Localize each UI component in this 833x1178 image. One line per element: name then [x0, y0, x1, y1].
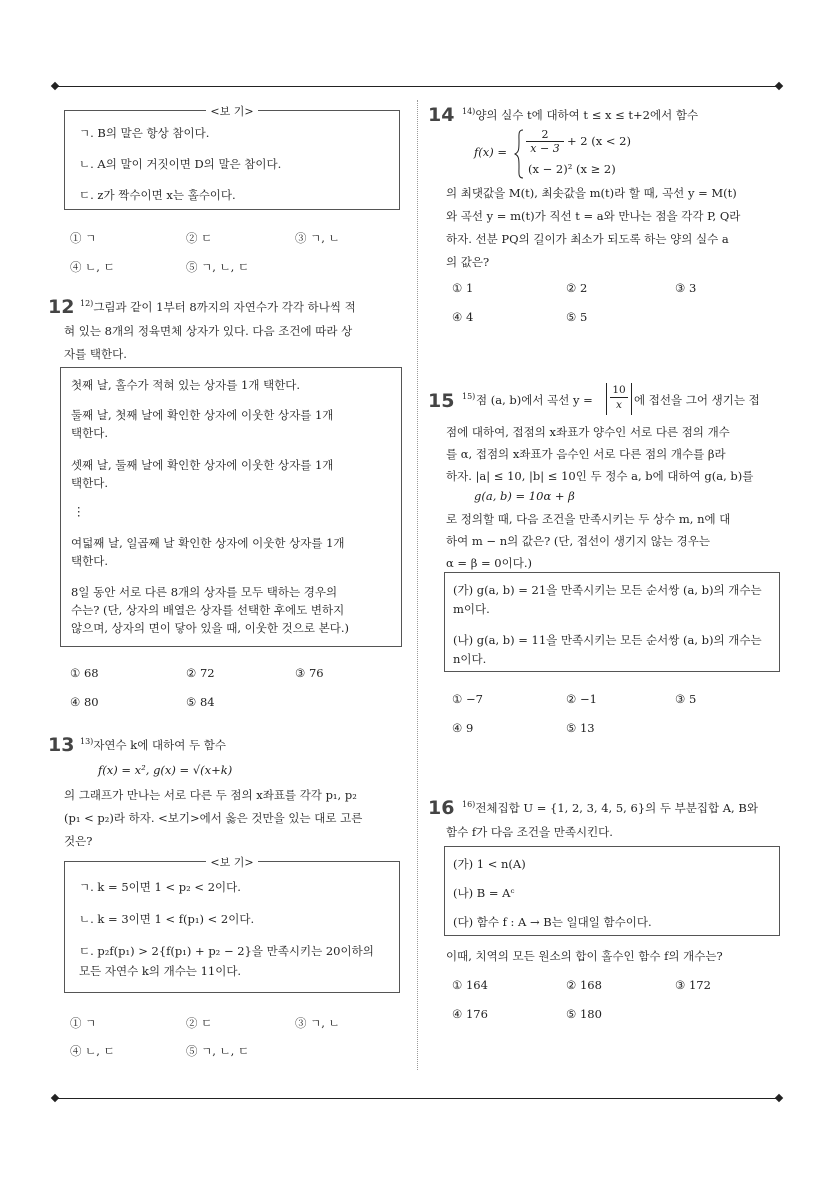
q14-stem-line-5: 의 값은?: [446, 255, 490, 269]
q12-cond-1: 첫째 날, 홀수가 적혀 있는 상자를 1개 택한다.: [71, 378, 301, 392]
q13-choice-3[interactable]: ③ ㄱ, ㄴ: [295, 1016, 340, 1030]
q13-stem-line-1: 자연수 k에 대하여 두 함수: [93, 738, 226, 752]
q15-frac-numerator: 10: [612, 384, 626, 396]
q12-stem-line-2: 혀 있는 8개의 정육면체 상자가 있다. 다음 조건에 따라 상: [64, 324, 353, 338]
q13-bogi-item-2: ㄴ. k = 3이면 1 < f(p₁) < 2이다.: [79, 912, 255, 926]
q12-cond-3: 셋째 날, 둘째 날에 확인한 상자에 이웃한 상자를 1개: [71, 458, 334, 472]
q14-stem-line-1: 양의 실수 t에 대하여 t ≤ x ≤ t+2에서 함수: [475, 108, 699, 122]
q11-bogi-item-2: ㄴ. A의 말이 거짓이면 D의 말은 참이다.: [79, 157, 282, 171]
q14-case1-numerator: 2: [541, 128, 549, 141]
q14-stem-line-2: 의 최댓값을 M(t), 최솟값을 m(t)라 할 때, 곡선 y = M(t): [446, 186, 737, 200]
q13-bogi-item-3: ㄷ. p₂f(p₁) > 2{f(p₁) + p₂ − 2}을 만족시키는 20이하의: [79, 944, 374, 958]
q13-choice-4[interactable]: ④ ㄴ, ㄷ: [70, 1044, 115, 1058]
q11-choice-4[interactable]: ④ ㄴ, ㄷ: [70, 260, 115, 274]
q15-stem-line-6: 하여 m − n의 값은? (단, 접선이 생기지 않는 경우는: [446, 534, 711, 548]
q13-formula: f(x) = x², g(x) = √(x+k): [98, 763, 233, 777]
q16-stem: [462, 800, 758, 816]
q13-bogi-title: <보 기>: [206, 856, 257, 869]
q12-cond-2b: 택한다.: [71, 426, 108, 440]
q14-choice-4[interactable]: ④ 4: [452, 310, 474, 324]
q12-cond-ellipsis: ⋮: [73, 504, 85, 518]
q12-cond-8: 여덟째 날, 일곱째 날 확인한 상자에 이웃한 상자를 1개: [71, 536, 345, 550]
q16-question: 이때, 치역의 모든 원소의 합이 홀수인 함수 f의 개수는?: [446, 949, 723, 963]
column-divider: [417, 100, 418, 1070]
q14-stem-line-4: 하자. 선분 PQ의 길이가 최소가 되도록 하는 양의 실수 a: [446, 232, 729, 246]
q14-brace: [514, 129, 524, 179]
q12-choice-1[interactable]: ① 68: [70, 666, 99, 680]
q15-stem-line-4: 하자. |a| ≤ 10, |b| ≤ 10인 두 정수 a, b에 대하여 g(a, b)를: [446, 469, 754, 483]
q15-cond-na-b: n이다.: [453, 652, 487, 666]
q14-stem: [462, 107, 698, 123]
q15-stem-part-b: 에 접선을 그어 생기는 접: [634, 393, 760, 407]
q16-choice-2[interactable]: ② 168: [566, 978, 602, 992]
q13-number: 13: [48, 734, 75, 756]
q14-case1-frac: [526, 128, 564, 155]
q15-cond-ga-b: m이다.: [453, 602, 490, 616]
q12-number: 12: [48, 296, 75, 318]
q12-condition-box: [60, 367, 402, 647]
q12-choice-5[interactable]: ⑤ 84: [186, 695, 215, 709]
q12-question-1: 8일 동안 서로 다른 8개의 상자를 모두 택하는 경우의: [71, 585, 338, 599]
bottom-rule: [56, 1098, 778, 1099]
q16-choice-4[interactable]: ④ 176: [452, 1007, 488, 1021]
q15-footnote-mark: 15): [462, 392, 476, 401]
q16-footnote-mark: 16): [462, 800, 476, 810]
q14-number: 14: [428, 104, 455, 126]
q11-choice-1[interactable]: ① ㄱ: [70, 231, 97, 245]
q12-cond-2: 둘째 날, 첫째 날에 확인한 상자에 이웃한 상자를 1개: [71, 408, 334, 422]
q16-stem-line-1: 전체집합 U = {1, 2, 3, 4, 5, 6}의 두 부분집합 A, B와: [475, 801, 758, 815]
q12-choice-4[interactable]: ④ 80: [70, 695, 99, 709]
q14-case2: (x − 2)² (x ≥ 2): [528, 162, 616, 176]
q16-condition-box: [444, 846, 780, 936]
q16-cond-da: (다) 함수 f : A → B는 일대일 함수이다.: [453, 915, 652, 929]
q13-stem-line-4: 것은?: [64, 834, 93, 848]
q13-choice-5[interactable]: ⑤ ㄱ, ㄴ, ㄷ: [186, 1044, 250, 1058]
top-rule: [56, 86, 778, 87]
q15-choice-2[interactable]: ② −1: [566, 692, 597, 706]
q13-bogi-box: [64, 856, 400, 993]
q15-stem-part-a: 점 (a, b)에서 곡선 y =: [476, 393, 593, 407]
q15-stem-line-7: α = β = 0이다.): [446, 556, 532, 570]
q15-definition: g(a, b) = 10α + β: [474, 489, 575, 503]
q12-question-2: 수는? (단, 상자의 배열은 상자를 선택한 후에도 변하지: [71, 603, 345, 617]
q12-stem-line-3: 자를 택한다.: [64, 347, 127, 361]
q16-choice-1[interactable]: ① 164: [452, 978, 488, 992]
q14-piecewise: [474, 128, 674, 180]
q14-case1-rest: + 2 (x < 2): [567, 134, 631, 148]
q14-case1-denominator: x − 3: [526, 141, 564, 155]
q16-choice-5[interactable]: ⑤ 180: [566, 1007, 602, 1021]
q14-choice-1[interactable]: ① 1: [452, 281, 474, 295]
q15-stem-line-1: [462, 383, 782, 417]
q13-footnote-mark: 13): [80, 737, 94, 747]
q14-footnote-mark: 14): [462, 107, 476, 117]
q11-bogi-title: <보 기>: [206, 105, 257, 118]
q13-stem-line-2: 의 그래프가 만나는 서로 다른 두 점의 x좌표를 각각 p₁, p₂: [64, 788, 357, 802]
q15-choice-4[interactable]: ④ 9: [452, 721, 474, 735]
q11-bogi-item-3: ㄷ. z가 짝수이면 x는 홀수이다.: [79, 188, 236, 202]
q13-choice-1[interactable]: ① ㄱ: [70, 1016, 97, 1030]
q15-cond-ga: (가) g(a, b) = 21을 만족시키는 모든 순서쌍 (a, b)의 개수는: [453, 583, 762, 597]
q14-stem-line-3: 와 곡선 y = m(t)가 직선 t = a와 만나는 점을 각각 P, Q라: [446, 209, 741, 223]
q14-choice-2[interactable]: ② 2: [566, 281, 588, 295]
q15-choice-5[interactable]: ⑤ 13: [566, 721, 595, 735]
q11-choice-5[interactable]: ⑤ ㄱ, ㄴ, ㄷ: [186, 260, 250, 274]
q13-bogi-item-3b: 모든 자연수 k의 개수는 11이다.: [79, 964, 242, 978]
q15-stem-line-5: 로 정의할 때, 다음 조건을 만족시키는 두 상수 m, n에 대: [446, 512, 731, 526]
q13-stem: [80, 737, 226, 753]
q12-stem: [80, 299, 356, 315]
q11-bogi-box: [64, 105, 400, 210]
q13-stem-line-3: (p₁ < p₂)라 하자. <보기>에서 옳은 것만을 있는 대로 고른: [64, 811, 363, 825]
q15-abs-frac: [606, 383, 632, 415]
q12-question-3: 않으며, 상자의 면이 닿아 있을 때, 이웃한 것으로 본다.): [71, 621, 349, 635]
q14-f-label: f(x) =: [474, 145, 508, 159]
q15-stem-line-3: 를 α, 접점의 x좌표가 음수인 서로 다른 점의 개수를 β라: [446, 447, 726, 461]
q13-bogi-item-1: ㄱ. k = 5이면 1 < p₂ < 2이다.: [79, 880, 241, 894]
q16-cond-na: (나) B = Aᶜ: [453, 886, 515, 900]
q15-cond-na: (나) g(a, b) = 11을 만족시키는 모든 순서쌍 (a, b)의 개수는: [453, 633, 762, 647]
q12-stem-line-1: 그림과 같이 1부터 8까지의 자연수가 각각 하나씩 적: [93, 300, 356, 314]
q12-footnote-mark: 12): [80, 299, 94, 309]
q12-cond-3b: 택한다.: [71, 476, 108, 490]
q16-number: 16: [428, 797, 455, 819]
q12-choice-3[interactable]: ③ 76: [295, 666, 324, 680]
q11-choice-2[interactable]: ② ㄷ: [186, 231, 213, 245]
q16-stem-line-2: 함수 f가 다음 조건을 만족시킨다.: [446, 825, 613, 839]
q15-frac-denominator: x: [610, 397, 628, 412]
q14-choice-3[interactable]: ③ 3: [675, 281, 697, 295]
q12-cond-8b: 택한다.: [71, 554, 108, 568]
q15-choice-1[interactable]: ① −7: [452, 692, 483, 706]
q11-choice-3[interactable]: ③ ㄱ, ㄴ: [295, 231, 340, 245]
q11-bogi-item-1: ㄱ. B의 말은 항상 참이다.: [79, 126, 210, 140]
q14-choice-5[interactable]: ⑤ 5: [566, 310, 588, 324]
q15-choice-3[interactable]: ③ 5: [675, 692, 697, 706]
q15-condition-box: [444, 572, 780, 672]
q13-choice-2[interactable]: ② ㄷ: [186, 1016, 213, 1030]
q15-stem-line-2: 점에 대하여, 접점의 x좌표가 양수인 서로 다른 점의 개수: [446, 425, 730, 439]
q16-cond-ga: (가) 1 < n(A): [453, 857, 526, 871]
q15-number: 15: [428, 390, 455, 412]
q16-choice-3[interactable]: ③ 172: [675, 978, 711, 992]
q12-choice-2[interactable]: ② 72: [186, 666, 215, 680]
